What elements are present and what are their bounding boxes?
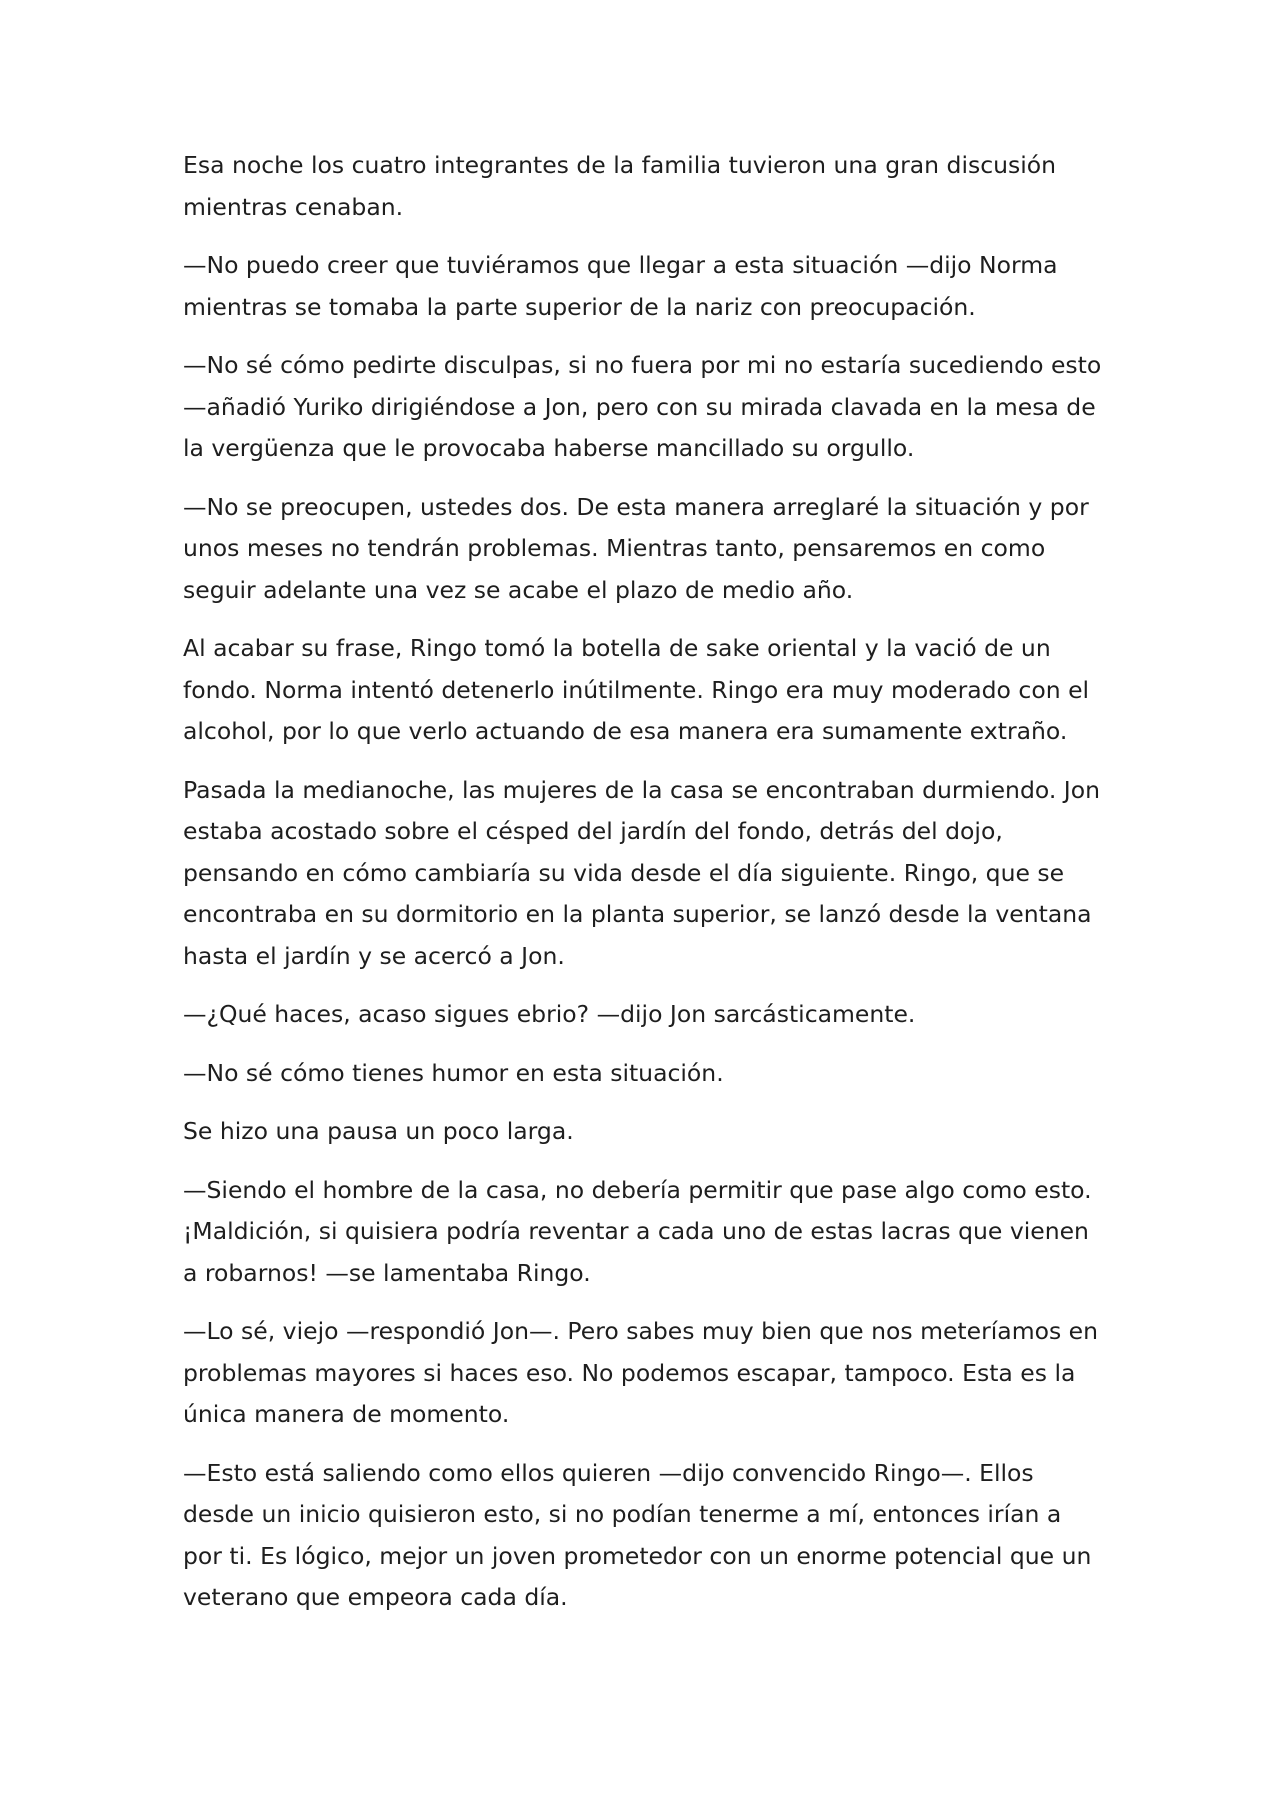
paragraph: —Siendo el hombre de la casa, no debería permitir que pase algo como esto. ¡Maldición, si quisiera podría reventar a cada uno de estas lacras que vienen a robarnos! —se lamentaba Ringo. — [183, 1175, 1092, 1287]
paragraph: —No se preocupen, ustedes dos. De esta manera arreglaré la situación y por unos meses no tendrán problemas. Mientras tanto, pensaremos en como seguir adelante una vez se acabe el plazo de medio año. — [183, 492, 1089, 604]
document-body — [183, 145, 1103, 1636]
paragraph: Pasada la medianoche, las mujeres de la casa se encontraban durmiendo. Jon estaba acostado sobre el césped del jardín del fondo, detrás del dojo, pensando en cómo cambiaría su vida desde el día siguiente. Ringo, que se encontraba en su dormitorio en la planta superior, se lanzó desde la ventana hasta el jardín y se acercó a Jon. — [183, 775, 1100, 970]
paragraph: Se hizo una pausa un poco larga. — [183, 1117, 574, 1145]
paragraph: —No sé cómo tienes humor en esta situación. — [183, 1058, 724, 1087]
paragraph: Esa noche los cuatro integrantes de la familia tuvieron una gran discusión mientras cenaban. — [183, 151, 1057, 221]
paragraph: —No puedo creer que tuviéramos que llegar a esta situación —dijo Norma mientras se tomaba la parte superior de la nariz con preocupación. — [183, 251, 1058, 321]
paragraph: —¿Qué haces, acaso sigues ebrio? —dijo Jon sarcásticamente. — [183, 1000, 916, 1028]
paragraph: —Lo sé, viejo —respondió Jon—. Pero sabes muy bien que nos meteríamos en problemas mayores si haces eso. No podemos escapar, tampoco. Esta es la única manera de momento. — [183, 1317, 1099, 1428]
paragraph: Al acabar su frase, Ringo tomó la botella de sake oriental y la vació de un fondo. Norma intentó detenerlo inútilmente. Ringo era muy moderado con el alcohol, por lo que verlo actuando de esa manera era sumamente extraño. — [183, 634, 1090, 745]
paragraph: —No sé cómo pedirte disculpas, si no fuera por mi no estaría sucediendo esto —añadió Yuriko dirigiéndose a Jon, pero con su mirada clavada en la mesa de la vergüenza que le provocaba haberse mancillado su orgullo. — [183, 351, 1102, 462]
paragraph: —Esto está saliendo como ellos quieren —dijo convencido Ringo—. Ellos desde un inicio quisieron esto, si no podían tenerme a mí, entonces irían a por ti. Es lógico, mejor un joven prometedor con un enorme potencial que un veterano que empeora cada día. — [183, 1458, 1092, 1611]
